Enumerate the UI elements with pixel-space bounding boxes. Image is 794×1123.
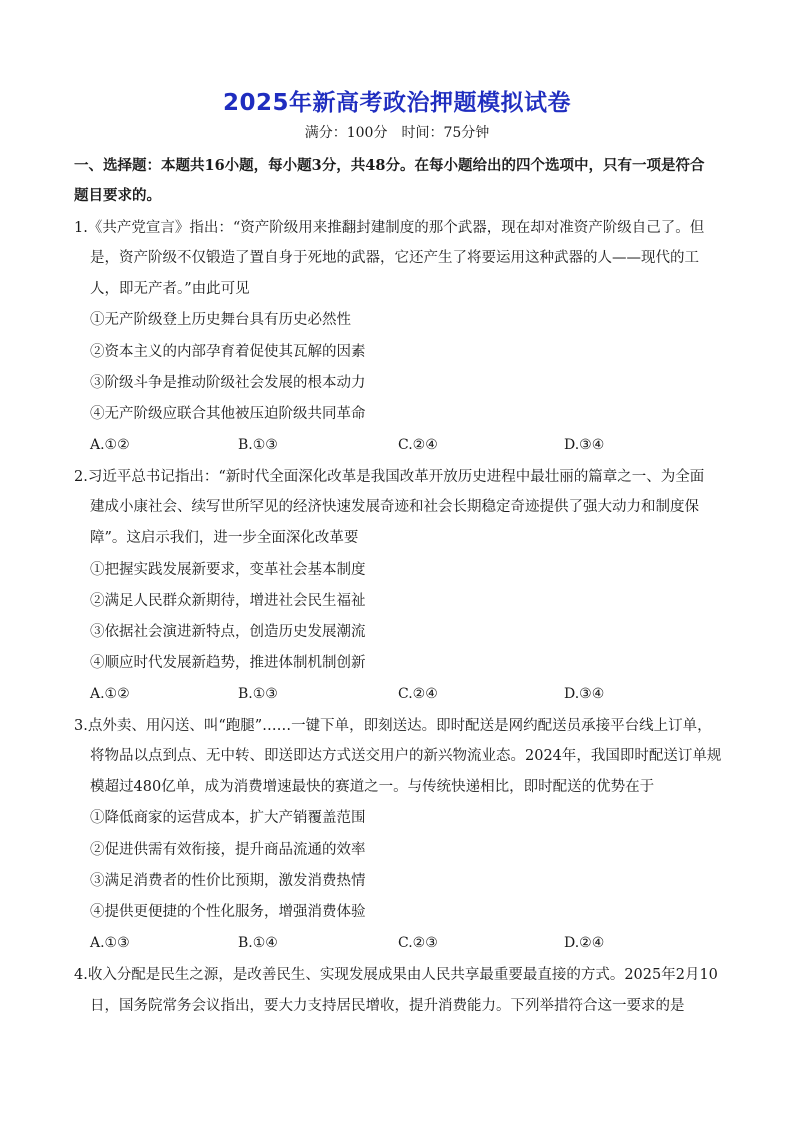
- q2-item-2: ②满足人民群众新期待，增进社会民生福祉: [90, 593, 366, 609]
- q2-stem-line-1: 2.习近平总书记指出：“新时代全面深化改革是我国改革开放历史进程中最壮丽的篇章之一、为全面: [74, 469, 705, 485]
- q3-option-c[interactable]: C.②③: [398, 935, 438, 951]
- q3-option-a[interactable]: A.①③: [90, 935, 130, 951]
- q1-stem-line-3: 人，即无产者。”由此可见: [90, 281, 250, 297]
- q3-stem-line-3: 模超过480亿单，成为消费增速最快的赛道之一。与传统快递相比，即时配送的优势在于: [90, 779, 655, 795]
- q2-option-a[interactable]: A.①②: [90, 686, 130, 702]
- q2-stem-line-3: 障”。这启示我们，进一步全面深化改革要: [90, 530, 359, 546]
- q4-stem-line-2: 日，国务院常务会议指出，要大力支持居民增收，提升消费能力。下列举措符合这一要求的是: [90, 998, 685, 1014]
- q3-item-2: ②促进供需有效衔接，提升商品流通的效率: [90, 842, 366, 858]
- q2-stem-line-2: 建成小康社会、续写世所罕见的经济快速发展奇迹和社会长期稳定奇迹提供了强大动力和制度保: [90, 499, 699, 515]
- q2-option-b[interactable]: B.①③: [238, 686, 278, 702]
- q3-option-b[interactable]: B.①④: [238, 935, 278, 951]
- q1-item-4: ④无产阶级应联合其他被压迫阶级共同革命: [90, 406, 366, 422]
- q1-stem-line-2: 是，资产阶级不仅锻造了置自身于死地的武器，它还产生了将要运用这种武器的人——现代的工: [90, 250, 699, 266]
- section-heading-line-2: 题目要求的。: [74, 187, 161, 204]
- q1-option-c[interactable]: C.②④: [398, 437, 438, 453]
- q2-item-3: ③依据社会演进新特点，创造历史发展潮流: [90, 624, 366, 640]
- q1-option-a[interactable]: A.①②: [90, 437, 130, 453]
- q3-item-3: ③满足消费者的性价比预期，激发消费热情: [90, 873, 366, 889]
- q1-option-d[interactable]: D.③④: [564, 437, 605, 453]
- q2-option-d[interactable]: D.③④: [564, 686, 605, 702]
- q3-item-4: ④提供更便捷的个性化服务，增强消费体验: [90, 904, 366, 920]
- q1-option-b[interactable]: B.①③: [238, 437, 278, 453]
- exam-meta: 满分：100分 时间：75分钟: [304, 125, 490, 141]
- q2-item-4: ④顺应时代发展新趋势，推进体制机制创新: [90, 655, 366, 671]
- q3-option-d[interactable]: D.②④: [564, 935, 605, 951]
- section-heading-line-1: 一、选择题：本题共16小题，每小题3分，共48分。在每小题给出的四个选项中，只有一项是符合: [74, 157, 705, 174]
- q3-stem-line-1: 3.点外卖、用闪送、叫“跑腿”……一键下单，即刻送达。即时配送是网约配送员承接平台线上订单，: [74, 718, 712, 734]
- q1-item-2: ②资本主义的内部孕育着促使其瓦解的因素: [90, 344, 366, 360]
- q2-option-c[interactable]: C.②④: [398, 686, 438, 702]
- q1-item-1: ①无产阶级登上历史舞台具有历史必然性: [90, 312, 351, 328]
- q4-stem-line-1: 4.收入分配是民生之源，是改善民生、实现发展成果由人民共享最重要最直接的方式。2025年2月10: [74, 967, 718, 983]
- q3-stem-line-2: 将物品以点到点、无中转、即送即达方式送交用户的新兴物流业态。2024年，我国即时配送订单规: [90, 748, 722, 764]
- exam-title: 2025年新高考政治押题模拟试卷: [222, 90, 571, 116]
- q1-stem-line-1: 1.《共产党宣言》指出：“资产阶级用来推翻封建制度的那个武器，现在却对准资产阶级自己了。但: [74, 220, 705, 236]
- q2-item-1: ①把握实践发展新要求，变革社会基本制度: [90, 562, 366, 578]
- q1-item-3: ③阶级斗争是推动阶级社会发展的根本动力: [90, 375, 366, 391]
- q3-item-1: ①降低商家的运营成本，扩大产销覆盖范围: [90, 810, 366, 826]
